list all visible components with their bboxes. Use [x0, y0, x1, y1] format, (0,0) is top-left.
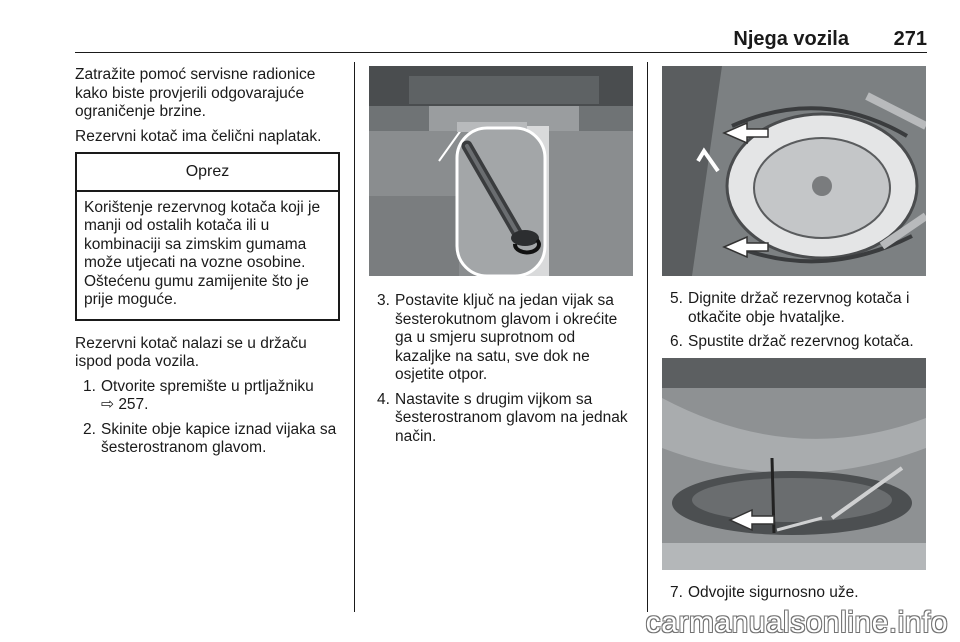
step-number: 4.: [377, 390, 390, 408]
steel-rim-note: Rezervni kotač ima čelični naplatak.: [75, 127, 322, 145]
column-divider: [647, 62, 648, 612]
caution-box: [75, 152, 340, 321]
step-text: Otvorite spremište u prtljažniku: [101, 377, 314, 395]
step-5: [662, 290, 926, 327]
arrow-reference-icon: ⇨: [101, 396, 114, 413]
caution-title: Oprez: [77, 154, 338, 192]
column-3: [662, 66, 926, 608]
trunk-wrench-illustration: [369, 66, 633, 276]
step-number: 3.: [377, 292, 390, 309]
page-number: 271: [893, 28, 927, 50]
step-1: [75, 378, 340, 415]
spare-wheel-holder-illustration: [662, 66, 926, 276]
section-title: Njega vozila: [733, 28, 849, 50]
watermark: carmanualsonline.info: [645, 606, 948, 639]
step-number: 2.: [83, 420, 96, 438]
column-divider: [354, 62, 355, 612]
step-text: Postavite ključ na jedan vijak sa šesterokutnom glavom i okrećite ga u smjeru suprotnom od kazaljke na satu, sve dok ne osjetite otpor.: [395, 292, 618, 383]
step-number: 7.: [670, 583, 683, 601]
header-rule: [75, 52, 927, 53]
column-2: [369, 66, 633, 452]
caution-text: Korištenje rezervnog kotača koji je manji od ostalih kotača ili u kombinaciji sa zimskim gumama može utjecati na vozne osobine. Oštećenu gumu zamijenite što je prije moguće.: [84, 198, 321, 308]
step-number: 5.: [670, 290, 683, 307]
step-3: [369, 292, 633, 385]
location-paragraph: Rezervni kotač nalazi se u držaču ispod poda vozila.: [75, 334, 307, 370]
step-text: Dignite držač rezervnog kotača i otkačite obje hvataljke.: [688, 290, 910, 326]
step-text: Spustite držač rezervnog kotača.: [688, 333, 914, 350]
step-number: 1.: [83, 377, 96, 395]
step-text: Nastavite s drugim vijkom sa šesterostranom glavom na jednak način.: [395, 390, 628, 445]
intro-paragraph: Zatražite pomoć servisne radionice kako biste provjerili odgovarajuće ograničenje brzine.: [75, 66, 316, 120]
step-6: [662, 333, 926, 352]
step-2: [75, 421, 340, 458]
step-number: 6.: [670, 333, 683, 350]
page-header: [75, 28, 927, 52]
step-text: Odvojite sigurnosno uže.: [688, 583, 859, 601]
step-7: [662, 584, 926, 603]
page-reference-link[interactable]: 257.: [118, 396, 149, 413]
step-text: Skinite obje kapice iznad vijaka sa šesterostranom glavom.: [101, 420, 337, 456]
step-4: [369, 391, 633, 447]
column-1: [75, 66, 340, 464]
lowered-holder-illustration: [662, 358, 926, 570]
